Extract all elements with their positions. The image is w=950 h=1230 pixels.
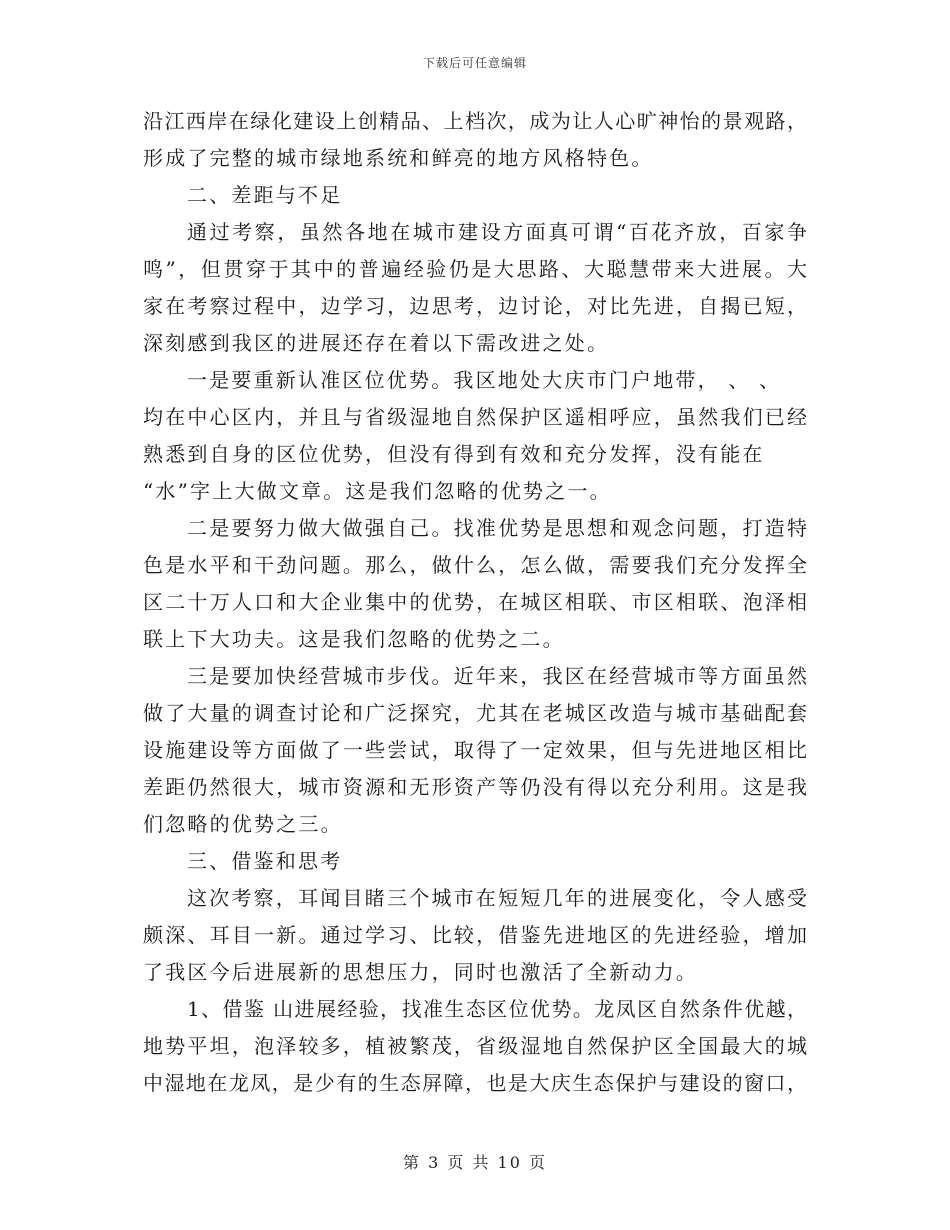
text-line: 联上下大功夫。这是我们忽略的优势之二。 [143,627,565,651]
text-line: 差距仍然很大，城市资源和无形资产等仍没有得以充分利用。这是我 [143,775,807,799]
text-line: 二、差距与不足 [187,183,343,207]
text-line: 均在中心区内，并且与省级湿地自然保护区遥相呼应，虽然我们已经 [143,405,807,429]
text-line: 这次考察，耳闻目睹三个城市在短短几年的进展变化，令人感受 [187,886,807,910]
text-line: 深刻感到我区的进展还存在着以下需改进之处。 [143,331,610,355]
text-line: 设施建设等方面做了一些尝试，取得了一定效果，但与先进地区相比 [143,738,807,762]
text-line: 沿江西岸在绿化建设上创精品、上档次，成为让人心旷神怡的景观路， [143,109,807,133]
text-line: 区二十万人口和大企业集中的优势，在城区相联、市区相联、泡泽相 [143,590,807,614]
text-line: 三、借鉴和思考 [187,849,343,873]
text-line: 地势平坦，泡泽较多，植被繁茂，省级湿地自然保护区全国最大的城 [143,1034,807,1058]
text-line: 二是要努力做大做强自己。找准优势是思想和观念问题，打造特 [187,516,807,540]
page-number-footer: 第 3 页 共 10 页 [403,1153,547,1172]
text-line: 一是要重新认准区位优势。我区地处大庆市门户地带， 、 、 [187,368,782,392]
text-line: 1、借鉴 山进展经验，找准生态区位优势。龙凤区自然条件优越， [187,997,807,1021]
text-line: 三是要加快经营城市步伐。近年来，我区在经营城市等方面虽然 [187,664,807,688]
text-line: 熟悉到自身的区位优势，但没有得到有效和充分发挥，没有能在 [143,442,765,466]
text-line: 形成了完整的城市绿地系统和鲜亮的地方风格特色。 [143,146,654,170]
text-line: 中湿地在龙凤，是少有的生态屏障，也是大庆生态保护与建设的窗口， [143,1071,807,1095]
text-line: 鸣”，但贯穿于其中的普遍经验仍是大思路、大聪慧带来大进展。大 [143,257,807,281]
text-line: 通过考察，虽然各地在城市建设方面真可谓“百花齐放，百家争 [187,220,807,244]
text-line: “水”字上大做文章。这是我们忽略的优势之一。 [143,479,612,503]
text-line: 做了大量的调查讨论和广泛探究，尤其在老城区改造与城市基础配套 [143,701,807,725]
text-line: 们忽略的优势之三。 [143,812,343,836]
page-header: 下载后可任意编辑 [422,56,527,70]
text-line: 了我区今后进展新的思想压力，同时也激活了全新动力。 [143,960,698,984]
text-line: 颇深、耳目一新。通过学习、比较，借鉴先进地区的先进经验，增加 [143,923,807,947]
text-line: 色是水平和干劲问题。那么，做什么，怎么做，需要我们充分发挥全 [143,553,807,577]
text-line: 家在考察过程中，边学习，边思考，边讨论，对比先进，自揭已短， [143,294,807,318]
document-body [143,103,807,1102]
